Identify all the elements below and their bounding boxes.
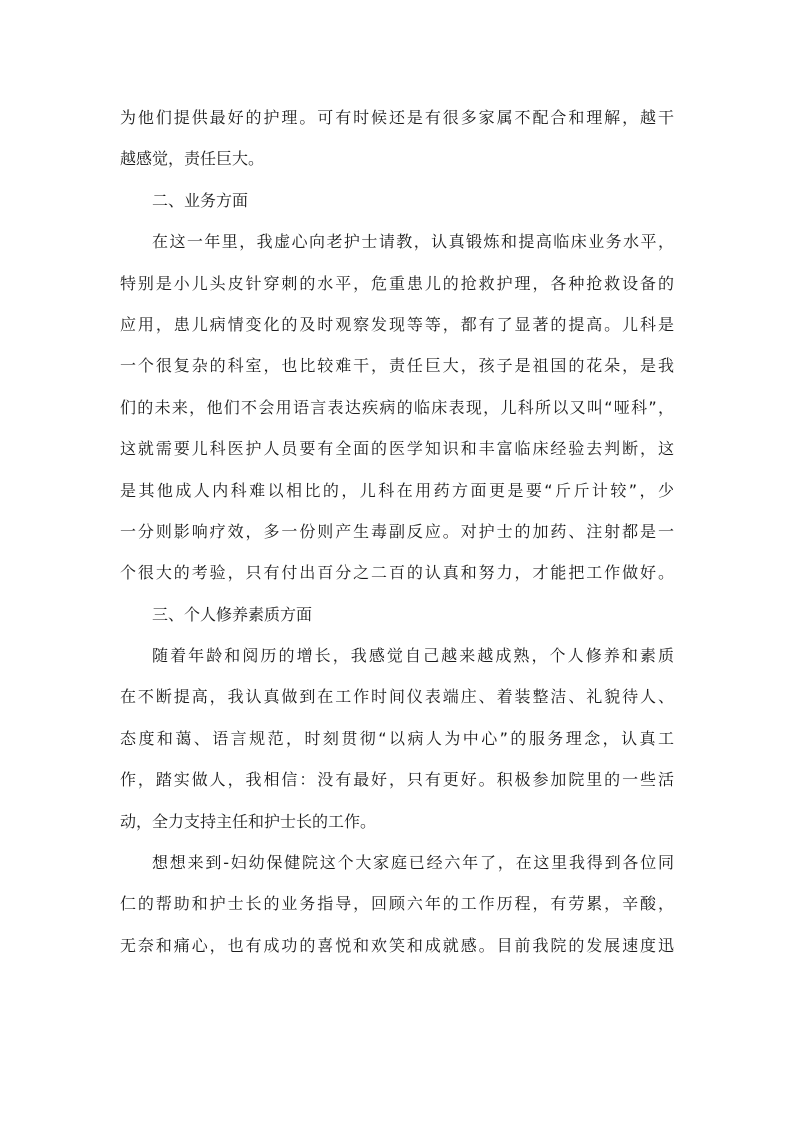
text-line: 无奈和痛心，也有成功的喜悦和欢笑和成就感。目前我院的发展速度迅 (120, 935, 674, 955)
text-line: 动，全力支持主任和护士长的工作。 (120, 811, 377, 831)
text-line: 这就需要儿科医护人员要有全面的医学知识和丰富临床经验去判断，这 (120, 439, 674, 459)
body-text (120, 97, 674, 966)
text-line: 一个很复杂的科室，也比较难干，责任巨大，孩子是祖国的花朵，是我 (120, 356, 674, 376)
text-line: 为他们提供最好的护理。可有时候还是有很多家属不配合和理解，越干 (120, 108, 674, 127)
text-line: 应用，患儿病情变化的及时观察发现等等，都有了显著的提高。儿科是 (120, 314, 674, 334)
text-line: 仁的帮助和护士长的业务指导，回顾六年的工作历程，有劳累，辛酸， (120, 894, 674, 914)
text-line: 是其他成人内科难以相比的，儿科在用药方面更是要“斤斤计较”，少 (120, 480, 674, 500)
text-line: 一分则影响疗效，多一份则产生毒副反应。对护士的加药、注射都是一 (120, 521, 674, 541)
text-line: 三、个人修养素质方面 (152, 604, 313, 624)
text-line: 越感觉，责任巨大。 (120, 149, 265, 169)
text-line: 们的未来，他们不会用语言表达疾病的临床表现，儿科所以又叫“哑科”， (120, 397, 674, 417)
text-line: 个很大的考验，只有付出百分之二百的认真和努力，才能把工作做好。 (120, 563, 674, 583)
text-line: 二、业务方面 (152, 190, 249, 210)
text-line: 在不断提高，我认真做到在工作时间仪表端庄、着装整洁、礼貌待人、 (120, 687, 674, 707)
text-line: 特别是小儿头皮针穿刺的水平，危重患儿的抢救护理，各种抢救设备的 (120, 273, 674, 293)
text-line: 态度和蔼、语言规范，时刻贯彻“以病人为中心”的服务理念，认真工 (120, 728, 674, 748)
text-line: 想想来到-妇幼保健院这个大家庭已经六年了，在这里我得到各位同 (152, 853, 674, 873)
text-line: 作，踏实做人，我相信：没有最好，只有更好。积极参加院里的一些活 (120, 770, 674, 790)
text-line: 随着年龄和阅历的增长，我感觉自己越来越成熟，个人修养和素质 (152, 646, 674, 666)
text-line: 在这一年里，我虚心向老护士请教，认真锻炼和提高临床业务水平， (152, 232, 674, 252)
